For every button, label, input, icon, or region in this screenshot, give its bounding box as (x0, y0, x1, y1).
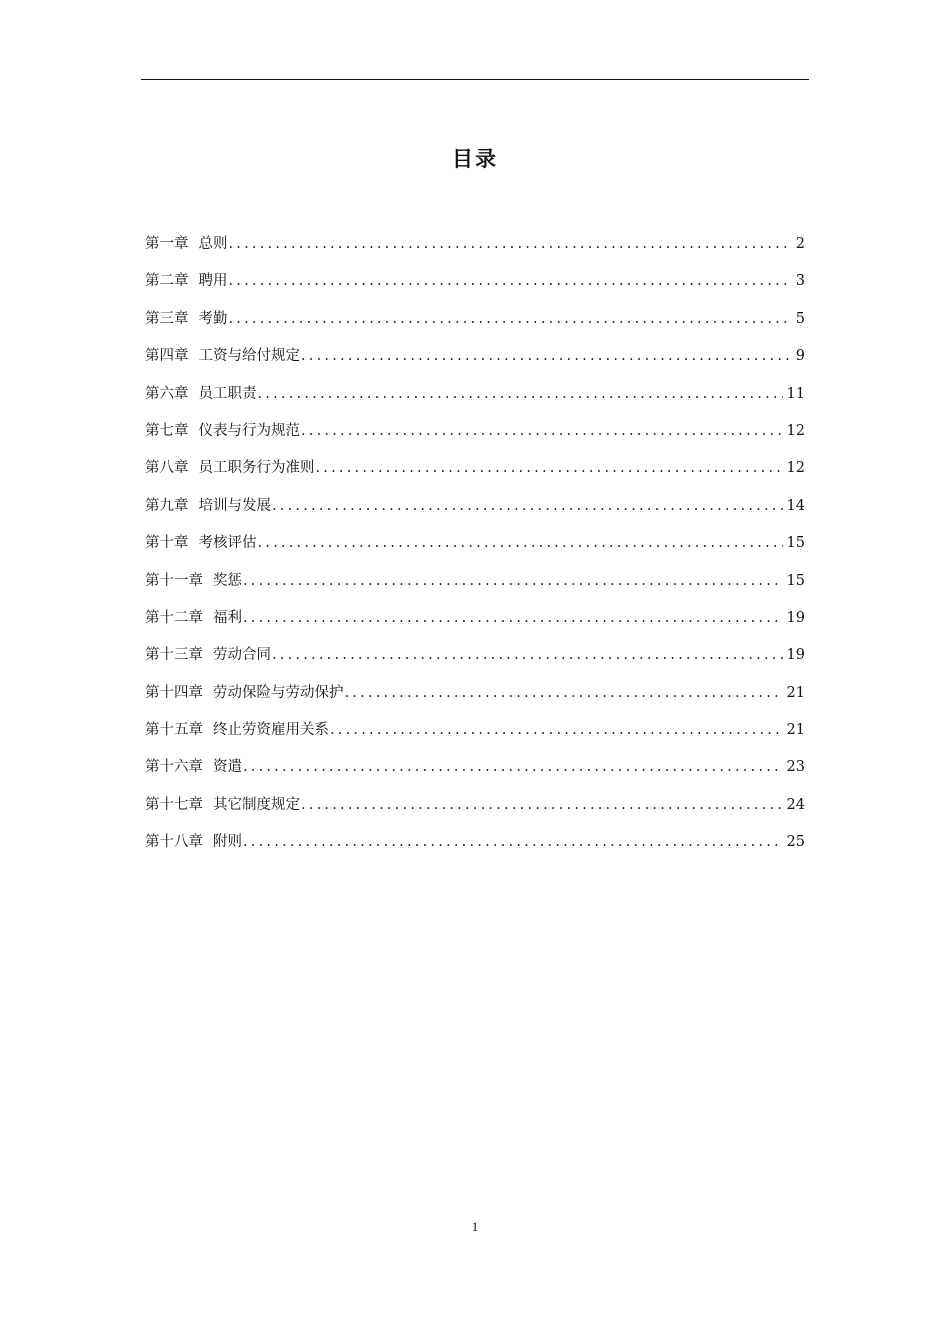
toc-chapter-title: 福利 (213, 609, 242, 626)
toc-chapter-number: 第十一章 (145, 572, 203, 589)
toc-page-number: 21 (786, 684, 805, 701)
toc-page-number: 15 (786, 572, 805, 589)
toc-dot-leader (272, 498, 783, 514)
toc-entry[interactable] (145, 718, 805, 755)
toc-chapter-title: 培训与发展 (198, 497, 271, 514)
toc-dot-leader (301, 797, 783, 813)
toc-entry[interactable] (145, 793, 805, 830)
toc-dot-leader (330, 722, 783, 738)
toc-chapter-title: 聘用 (198, 273, 228, 290)
toc-chapter-number: 第十二章 (145, 609, 203, 626)
toc-page-number: 5 (795, 310, 805, 327)
toc-dot-leader (272, 647, 783, 663)
toc-entry[interactable] (145, 531, 805, 568)
toc-entry[interactable] (145, 494, 805, 531)
toc-entry[interactable] (145, 755, 805, 792)
toc-chapter-number: 第十七章 (145, 796, 203, 813)
toc-entry[interactable] (145, 606, 805, 643)
toc-dot-leader (229, 311, 790, 327)
toc-chapter-title: 劳动保险与劳动保护 (213, 684, 344, 701)
toc-chapter-title: 其它制度规定 (213, 796, 300, 813)
toc-chapter-title: 仪表与行为规范 (198, 422, 300, 439)
toc-page-number: 23 (786, 759, 805, 776)
toc-dot-leader (301, 348, 789, 364)
toc-chapter-title: 总则 (198, 236, 228, 252)
toc-chapter-number: 第三章 (145, 310, 189, 327)
toc-page-number: 3 (795, 273, 805, 290)
toc-chapter-number: 第一章 (145, 236, 189, 252)
toc-entry[interactable] (145, 643, 805, 680)
toc-chapter-title: 奖惩 (213, 572, 242, 589)
toc-dot-leader (258, 386, 783, 402)
toc-dot-leader (243, 573, 783, 589)
toc-chapter-number: 第九章 (145, 497, 189, 514)
toc-chapter-number: 第十五章 (145, 722, 203, 739)
toc-dot-leader (316, 460, 783, 476)
toc-page-number: 21 (786, 722, 805, 739)
toc-entry[interactable] (145, 830, 805, 867)
toc-page-number: 12 (786, 422, 805, 439)
toc-entry[interactable] (145, 307, 805, 344)
header-rule (141, 79, 809, 80)
toc-chapter-number: 第十八章 (145, 834, 203, 851)
toc-chapter-number: 第十章 (145, 535, 189, 552)
toc-entry[interactable] (145, 419, 805, 456)
toc-chapter-title: 考核评估 (198, 535, 257, 552)
toc-chapter-number: 第六章 (145, 385, 189, 402)
toc-chapter-title: 劳动合同 (213, 647, 271, 664)
toc-chapter-title: 员工职责 (198, 385, 257, 402)
toc-dot-leader (243, 759, 783, 775)
toc-dot-leader (301, 423, 783, 439)
toc-page-number: 25 (786, 834, 805, 851)
toc-chapter-title: 考勤 (198, 310, 228, 327)
toc-page-number: 19 (786, 647, 805, 664)
toc-entry[interactable] (145, 382, 805, 419)
toc-chapter-title: 工资与给付规定 (198, 348, 300, 365)
toc-title: 目录 (452, 147, 498, 171)
toc-chapter-number: 第八章 (145, 460, 189, 477)
toc-chapter-number: 第十四章 (145, 684, 203, 701)
toc-dot-leader (345, 685, 783, 701)
toc-page-number: 12 (786, 460, 805, 477)
toc-entry[interactable] (145, 569, 805, 606)
toc-dot-leader (243, 610, 783, 626)
toc-entry[interactable] (145, 269, 805, 306)
toc-dot-leader (258, 535, 783, 551)
toc-chapter-title: 资遣 (213, 759, 242, 776)
toc-dot-leader (229, 273, 790, 289)
toc-dot-leader (229, 236, 790, 252)
page-number: 1 (471, 1219, 479, 1234)
toc-entry[interactable] (145, 232, 805, 269)
toc-page-number: 24 (786, 796, 805, 813)
toc-chapter-number: 第二章 (145, 273, 189, 290)
toc-page-number: 2 (795, 236, 805, 252)
toc-page-number: 14 (786, 497, 805, 514)
toc-page-number: 19 (786, 609, 805, 626)
toc-chapter-title: 附则 (213, 834, 242, 851)
toc-chapter-title: 终止劳资雇用关系 (213, 722, 329, 739)
toc-entry[interactable] (145, 344, 805, 381)
toc-chapter-number: 第四章 (145, 348, 189, 365)
toc-page-number: 11 (786, 385, 805, 402)
toc-entry[interactable] (145, 456, 805, 493)
toc-page-number: 15 (786, 535, 805, 552)
toc-chapter-number: 第十六章 (145, 759, 203, 776)
toc-chapter-number: 第七章 (145, 422, 189, 439)
toc-entry[interactable] (145, 681, 805, 718)
toc-chapter-number: 第十三章 (145, 647, 203, 664)
toc-dot-leader (243, 834, 783, 850)
toc-page-number: 9 (795, 348, 805, 365)
toc-chapter-title: 员工职务行为准则 (198, 460, 315, 477)
table-of-contents (145, 232, 805, 868)
